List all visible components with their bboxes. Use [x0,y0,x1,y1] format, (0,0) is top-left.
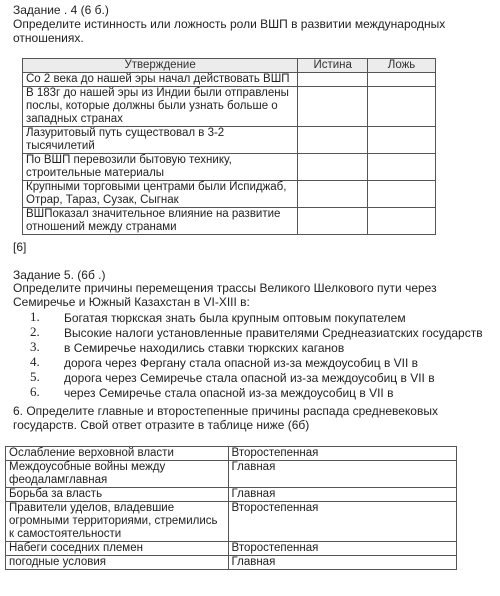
true-cell[interactable] [298,181,368,208]
reason-cell: Ослабление верховной власти [6,447,229,461]
false-cell[interactable] [368,181,436,208]
truth-table-header [23,59,436,73]
list-number: 3. [30,339,40,354]
statement-cell: По ВШП перевозили бытовую технику, строительные материалы [23,154,298,181]
table-row [6,488,457,502]
header-true: Истина [298,59,368,73]
statement-cell: Со 2 века до нашей эры начал действовать ВШП [23,73,298,87]
header-statement: Утверждение [23,59,298,73]
reason-cell: Борьба за власть [6,488,229,502]
task4-instruction: Определите истинность или ложность роли ВШП в развитии международных отношениях. [13,17,446,45]
true-cell[interactable] [298,87,368,127]
list-item: дорога через Фергану стала опасной из-за междоусобиц в VII в [64,356,419,370]
task5-instruction: Определите причины перемещения трассы Великого Шелкового пути через Семиречье и Южный Казахстан в VI-XIII в: [13,281,437,309]
list-item: через Семиречье стала опасной из-за междоусобиц в VII в [64,386,394,400]
table-row [6,502,457,542]
type-cell: Главная [228,556,456,570]
true-cell[interactable] [298,73,368,87]
table-row [23,154,436,181]
type-cell: Второстепенная [228,542,456,556]
table-row [23,208,436,235]
causes-table [5,446,457,570]
reason-cell: погодные условия [6,556,229,570]
false-cell[interactable] [368,127,436,154]
list-number: 2. [30,324,40,339]
header-false: Ложь [368,59,436,73]
table-row [23,87,436,127]
task6-instruction: 6. Определите главные и второстепенные причины распада средневековых государств. Свой ответ отразите в таблице ниже (6б) [13,404,438,432]
table-row [6,542,457,556]
table-row [6,461,457,488]
type-cell: Главная [228,461,456,488]
type-cell: Главная [228,488,456,502]
false-cell[interactable] [368,154,436,181]
reason-cell: Междоусобные войны между феодаламглавная [6,461,229,488]
false-cell[interactable] [368,208,436,235]
true-cell[interactable] [298,127,368,154]
reason-cell: Набеги соседних племен [6,542,229,556]
statement-cell: ВШПоказал значительное влияние на развитие отношений между странами [23,208,298,235]
list-number: 6. [30,384,40,399]
table-row [6,556,457,570]
reason-cell: Правители уделов, владевшие огромными территориями, стремились к самостоятельности [6,502,229,542]
task4-title: Задание . 4 (6 б.) [13,3,109,17]
list-item: дорога через Семиречье стала опасной из-за междоусобиц в VII в [64,371,435,385]
table-row [23,73,436,87]
table-row [23,181,436,208]
table-row [23,127,436,154]
list-item: Богатая тюркская знать была крупным оптовым покупателем [64,311,406,325]
type-cell: Второстепенная [228,447,456,461]
false-cell[interactable] [368,73,436,87]
true-cell[interactable] [298,154,368,181]
task5-title: Задание 5. (6б .) [13,268,106,282]
statement-cell: В 183г до нашей эры из Индии были отправлены послы, которые должны были узнать больше о западных странах [23,87,298,127]
truth-table [22,58,436,235]
type-cell: Второстепенная [228,502,456,542]
list-number: 4. [30,354,40,369]
list-number: 1. [30,309,40,324]
statement-cell: Крупными торговыми центрами были Испиджаб, Отрар, Тараз, Сузак, Сыгнак [23,181,298,208]
true-cell[interactable] [298,208,368,235]
list-item: в Семиречье находились ставки тюркских каганов [64,341,345,355]
task4-score: [6] [13,240,27,254]
list-item: Высокие налоги установленные правителями Среднеазиатских государств [64,326,483,340]
list-number: 5. [30,369,40,384]
false-cell[interactable] [368,87,436,127]
table-row [6,447,457,461]
statement-cell: Лазуритовый путь существовал в 3-2 тысячилетий [23,127,298,154]
